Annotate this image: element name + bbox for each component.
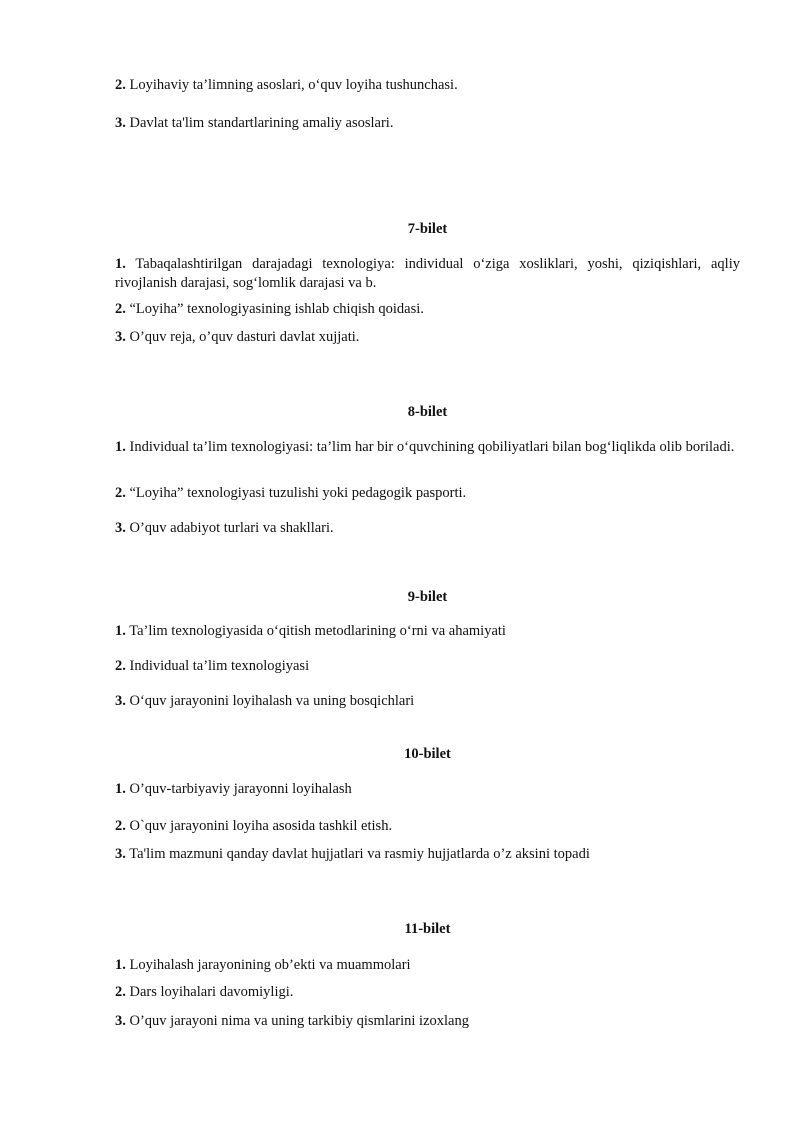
ticket-title: 7-bilet: [407, 221, 448, 237]
ticket-title: 11-bilet: [404, 921, 451, 937]
question-item: [115, 622, 740, 641]
question-text: O’quv jarayoni nima va uning tarkibiy qismlarini izoxlang: [125, 1013, 469, 1029]
question-text: Loyihaviy ta’limning asoslari, o‘quv loyiha tushunchasi.: [125, 77, 458, 93]
question-item: [115, 484, 740, 503]
question-text: Tabaqalashtirilgan darajadagi texnologiya: individual o‘ziga xosliklari, yoshi, qiziqishlari, aqliy rivojlanish darajasi, sog‘lomlik darajasi va b.: [115, 256, 740, 291]
question-item: [115, 438, 740, 457]
question-item: [115, 780, 740, 799]
question-number: 3.: [115, 846, 126, 862]
question-text: O‘quv jarayonini loyihalash va uning bosqichlari: [125, 693, 415, 709]
question-number: 3.: [115, 693, 126, 709]
question-text: O’quv reja, o’quv dasturi davlat xujjati.: [125, 329, 360, 345]
question-number: 3.: [115, 520, 126, 536]
question-number: 1.: [115, 957, 126, 973]
ticket-title: 8-bilet: [407, 404, 448, 420]
question-item: [115, 817, 740, 836]
question-item: [115, 300, 740, 319]
question-item: [115, 519, 740, 538]
question-number: 1.: [115, 623, 126, 639]
question-number: 2.: [115, 984, 126, 1000]
question-text: Individual ta’lim texnologiyasi: [125, 658, 310, 674]
question-item: [115, 114, 740, 133]
question-item: [115, 983, 740, 1002]
question-number: 2.: [115, 301, 126, 317]
question-item: [115, 956, 740, 975]
question-number: 1.: [115, 439, 126, 455]
question-text: Davlat ta'lim standartlarining amaliy asoslari.: [125, 115, 394, 131]
question-text: O’quv adabiyot turlari va shakllari.: [125, 520, 334, 536]
question-number: 3.: [115, 1013, 126, 1029]
question-item: [115, 328, 740, 347]
question-text: “Loyiha” texnologiyasi tuzulishi yoki pedagogik pasporti.: [125, 485, 467, 501]
question-item: [115, 692, 740, 711]
ticket-title: 10-bilet: [404, 746, 451, 762]
question-item: [115, 845, 740, 864]
question-number: 2.: [115, 485, 126, 501]
question-text: “Loyiha” texnologiyasining ishlab chiqish qoidasi.: [125, 301, 424, 317]
question-text: Dars loyihalari davomiyligi.: [125, 984, 294, 1000]
question-number: 3.: [115, 329, 126, 345]
question-text: O`quv jarayonini loyiha asosida tashkil etish.: [125, 818, 393, 834]
question-number: 1.: [115, 781, 126, 797]
question-number: 3.: [115, 115, 126, 131]
question-text: Ta'lim mazmuni qanday davlat hujjatlari va rasmiy hujjatlarda o’z aksini topadi: [125, 846, 590, 862]
question-item: [115, 76, 740, 95]
question-number: 2.: [115, 77, 126, 93]
question-text: O’quv-tarbiyaviy jarayonni loyihalash: [125, 781, 352, 797]
question-text: Loyihalash jarayonining ob’ekti va muammolari: [125, 957, 411, 973]
question-item: [115, 255, 740, 293]
question-item: [115, 1012, 740, 1031]
question-text: Ta’lim texnologiyasida o‘qitish metodlarining o‘rni va ahamiyati: [125, 623, 506, 639]
question-text: Individual ta’lim texnologiyasi: ta’lim har bir o‘quvchining qobiliyatlari bilan bog‘liqlikda olib boriladi.: [125, 439, 735, 455]
ticket-title: 9-bilet: [407, 589, 448, 605]
question-item: [115, 657, 740, 676]
question-number: 2.: [115, 658, 126, 674]
question-number: 1.: [115, 256, 126, 272]
question-number: 2.: [115, 818, 126, 834]
